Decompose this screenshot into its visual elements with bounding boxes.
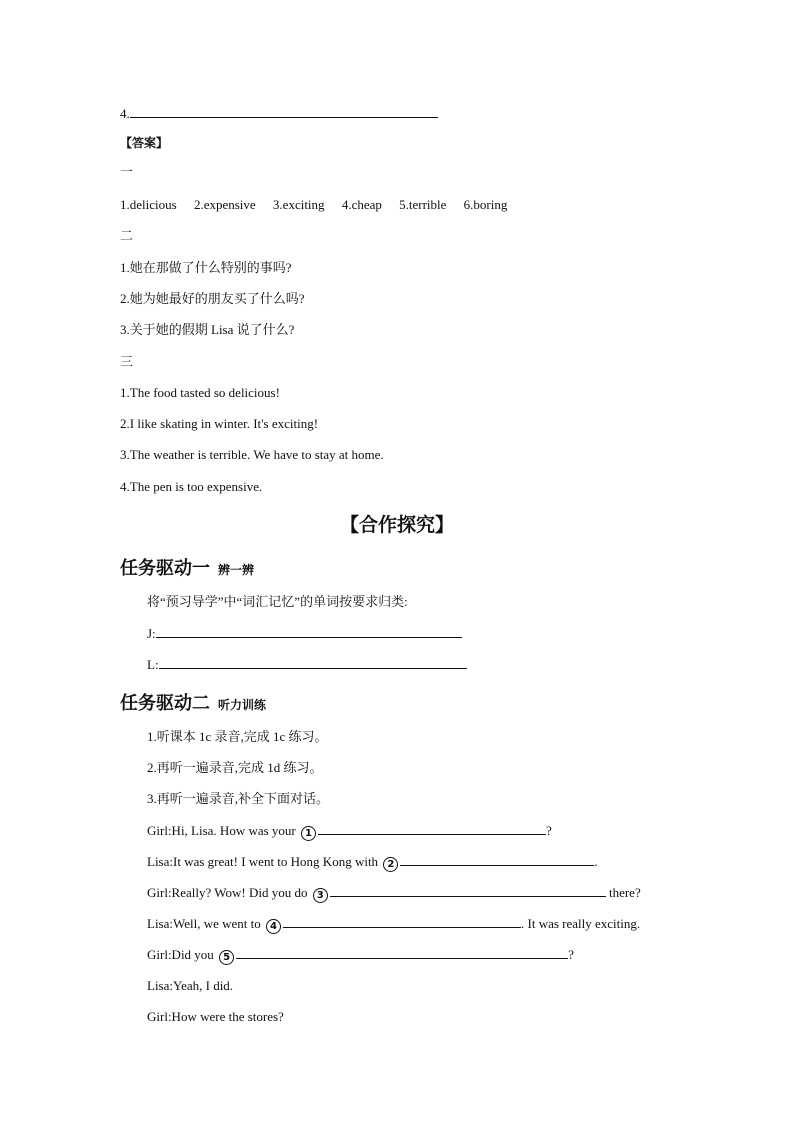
dialogue-blank-3[interactable] [330,883,606,897]
task1-subtitle: 辨一辨 [218,563,255,577]
answer-5: 5.terrible [399,197,447,212]
dialogue-4-end: . It was really exciting. [521,916,641,931]
j-label: J: [147,626,156,641]
dialogue-line-3 [147,883,641,903]
task2-step-1: 1.听课本 1c 录音,完成 1c 练习。 [147,729,328,744]
dialogue-3-end: there? [608,885,641,900]
dialogue-2-end: . [594,854,598,869]
coop-title: 【合作探究】 [339,514,454,536]
section2-line-3: 3.关于她的假期 Lisa 说了什么? [120,322,295,337]
dialogue-line-7: Girl:How were the stores? [147,1009,284,1024]
blank-number-5: 5 [219,950,234,965]
answer-heading: 【答案】 [120,136,169,150]
task2-subtitle: 听力训练 [218,698,267,712]
answer-1: 1.delicious [120,197,177,212]
l-label: L: [147,657,159,672]
dialogue-blank-2[interactable] [400,852,594,866]
dialogue-line-4 [147,914,640,934]
dialogue-line-6: Lisa:Yeah, I did. [147,978,234,993]
section3-label: 三 [120,354,134,369]
dialogue-1-end: ? [546,823,552,838]
task1-j-row [147,624,462,643]
answer-4: 4.cheap [341,197,382,212]
dialogue-blank-5[interactable] [236,945,568,959]
dialogue-2-text: Lisa:It was great! I went to Hong Kong with [147,854,379,869]
blank-number-4: 4 [266,919,281,934]
task2-step-2: 2.再听一遍录音,完成 1d 练习。 [147,760,323,775]
dialogue-5-text: Girl:Did you [147,947,214,962]
task1-title: 任务驱动一 [120,558,210,579]
answer-3: 3.exciting [272,197,325,212]
j-blank[interactable] [156,624,462,638]
section1-label: 一 [120,164,134,179]
section3-line-2: 2.I like skating in winter. It's exciting! [120,416,319,431]
section3-line-4: 4.The pen is too expensive. [120,479,263,494]
l-blank[interactable] [159,655,467,669]
section3-line-3: 3.The weather is terrible. We have to stay at home. [120,447,384,462]
dialogue-3-text: Girl:Really? Wow! Did you do [147,885,308,900]
dialogue-line-1 [147,821,552,841]
task2-step-3: 3.再听一遍录音,补全下面对话。 [147,791,330,806]
dialogue-4-text: Lisa:Well, we went to [147,916,261,931]
blank-number-2: 2 [383,857,398,872]
answer-blank[interactable] [130,104,438,118]
dialogue-line-5 [147,945,574,965]
task1-heading [120,554,254,580]
section1-answers [120,196,521,214]
blank-number-3: 3 [313,888,328,903]
section2-line-2: 2.她为她最好的朋友买了什么吗? [120,291,305,306]
section2-label: 二 [120,228,134,243]
task2-title: 任务驱动二 [120,693,210,714]
task1-l-row [147,655,467,674]
dialogue-blank-4[interactable] [283,914,521,928]
item-4 [120,104,438,123]
item-4-number: 4. [120,106,130,121]
dialogue-5-end: ? [568,947,574,962]
dialogue-line-2 [147,852,598,872]
task1-instruction: 将“预习导学”中“词汇记忆”的单词按要求归类: [147,594,408,609]
section2-line-1: 1.她在那做了什么特别的事吗? [120,260,292,275]
answer-6: 6.boring [463,197,508,212]
dialogue-blank-1[interactable] [318,821,546,835]
task2-heading [120,689,266,715]
blank-number-1: 1 [301,826,316,841]
answer-2: 2.expensive [193,197,256,212]
section3-line-1: 1.The food tasted so delicious! [120,385,280,400]
dialogue-1-text: Girl:Hi, Lisa. How was your [147,823,296,838]
